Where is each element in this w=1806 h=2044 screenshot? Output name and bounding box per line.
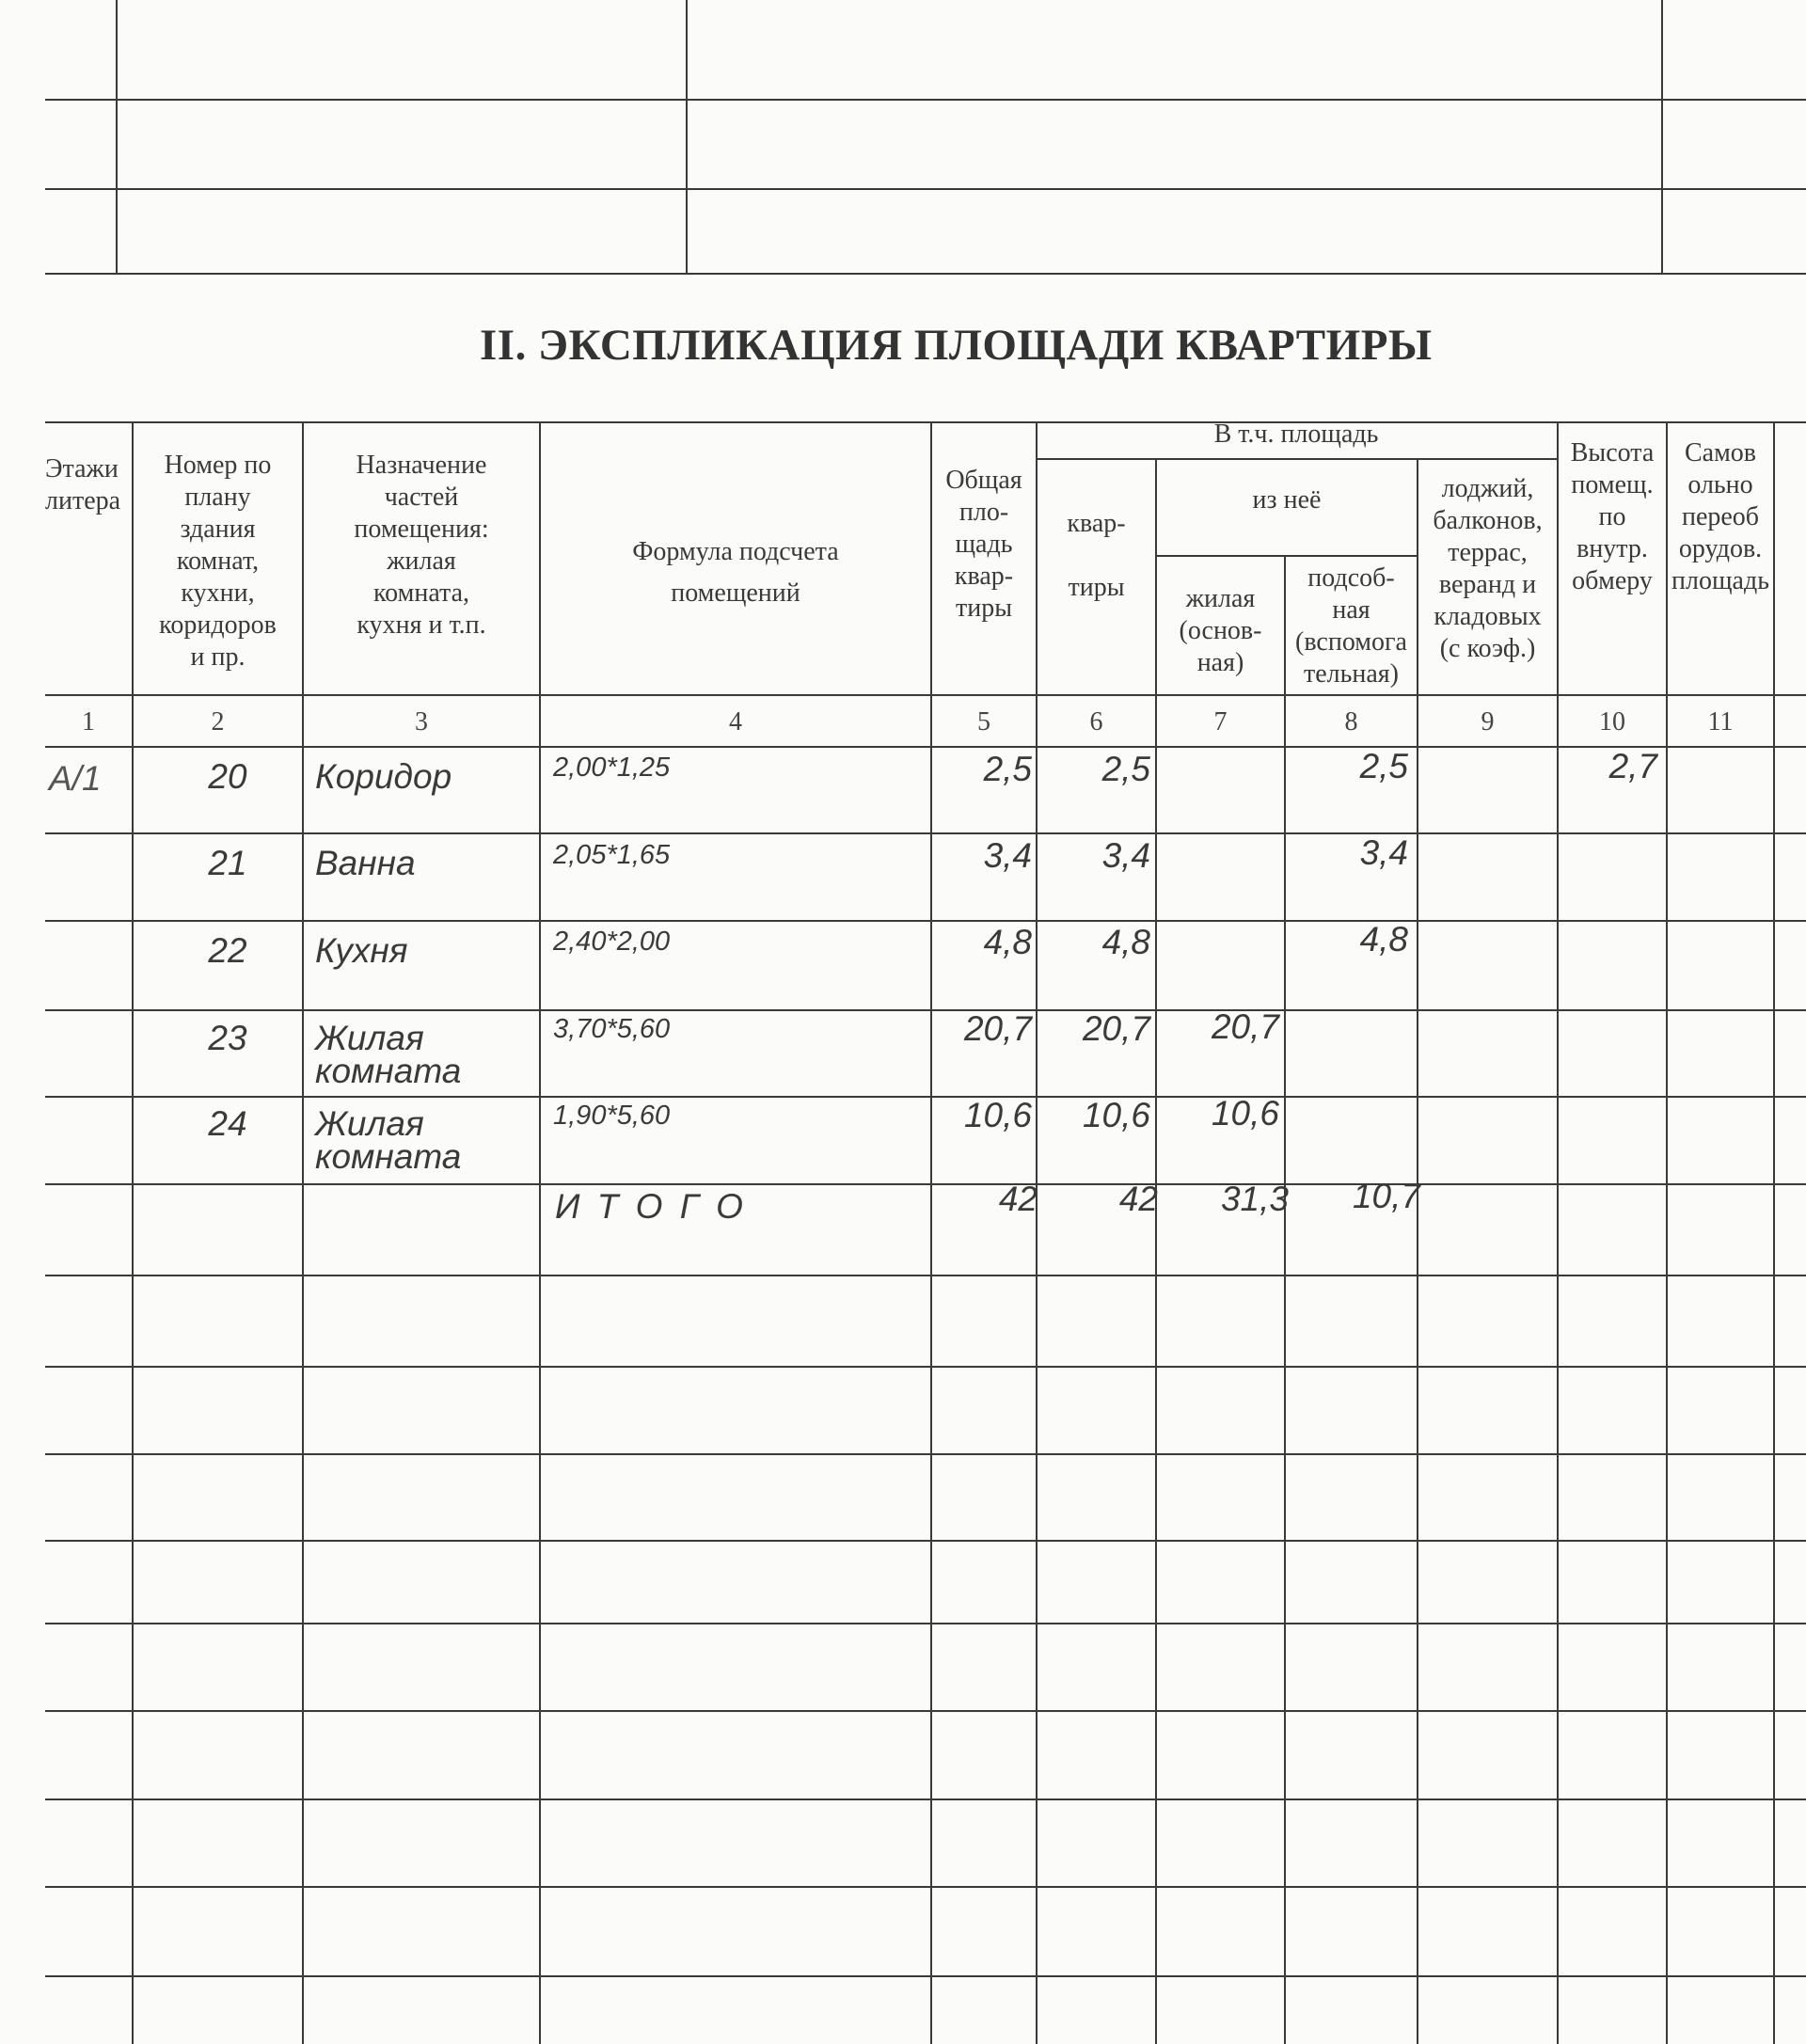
column-number: 6 xyxy=(1089,707,1103,737)
col-line xyxy=(1155,459,1157,2044)
header-group-area: В т.ч. площадь xyxy=(1213,420,1379,449)
formula-cell: 2,00*1,25 xyxy=(553,753,671,783)
formula-cell: 2,40*2,00 xyxy=(553,927,671,957)
height-cell: 2,7 xyxy=(1608,747,1657,785)
row-line xyxy=(45,1453,1806,1455)
row-line xyxy=(45,1975,1806,1977)
column-number: 2 xyxy=(211,707,225,737)
number-cell: 20 xyxy=(208,757,247,796)
floor-cell: А/1 xyxy=(49,759,102,798)
subgroup-header-line xyxy=(1155,555,1417,557)
row-line xyxy=(45,1798,1806,1800)
totals-living-area: 31,3 xyxy=(1220,1180,1289,1218)
top-row-line xyxy=(45,273,1806,275)
col-line xyxy=(302,423,304,2044)
header-purpose: Назначение частей помещения: жилая комната, кухня и т.п. xyxy=(354,451,489,640)
col-line xyxy=(1666,421,1668,2044)
purpose-cell: Коридор xyxy=(315,757,452,796)
header-bottom-line xyxy=(45,694,1806,696)
row-line xyxy=(45,920,1806,922)
top-col-line xyxy=(116,0,118,273)
formula-cell: 1,90*5,60 xyxy=(553,1101,671,1131)
purpose-cell: Жилая комната xyxy=(315,1019,462,1090)
column-number: 1 xyxy=(82,707,95,737)
row-line xyxy=(45,1096,1806,1098)
totals-apartment-area: 42 xyxy=(1118,1180,1158,1218)
header-floor-letter: Этажи литера xyxy=(45,454,121,515)
totals-total-area: 42 xyxy=(998,1180,1038,1218)
row-line xyxy=(45,832,1806,834)
row-line xyxy=(45,1710,1806,1712)
totals-label: И Т О Г О xyxy=(555,1187,747,1226)
col-line xyxy=(1417,459,1418,2044)
row-line xyxy=(45,1183,1806,1185)
totals-auxiliary-area: 10,7 xyxy=(1352,1177,1420,1215)
auxiliary-area-cell: 4,8 xyxy=(1359,920,1408,959)
number-cell: 22 xyxy=(208,931,247,970)
top-col-line xyxy=(686,0,688,273)
row-line xyxy=(45,1886,1806,1888)
column-number: 8 xyxy=(1344,707,1358,737)
col-line xyxy=(539,423,541,2044)
total-area-cell: 20,7 xyxy=(963,1009,1032,1048)
top-row-line xyxy=(45,99,1806,101)
column-number: 5 xyxy=(977,707,990,737)
header-living: жилая (основ- ная) xyxy=(1179,584,1262,677)
row-line xyxy=(45,1275,1806,1276)
header-loggias: лоджий, балконов, террас, веранд и кладовых (с коэф.) xyxy=(1433,474,1543,663)
total-area-cell: 4,8 xyxy=(983,923,1032,961)
row-line xyxy=(45,1540,1806,1542)
column-number: 7 xyxy=(1213,707,1228,737)
header-apartment: квар- тиры xyxy=(1067,509,1126,602)
col-line xyxy=(1773,421,1775,2044)
top-row-line xyxy=(45,188,1806,190)
number-cell: 21 xyxy=(208,844,247,882)
header-plan-number: Номер по плану здания комнат, кухни, коридоров и пр. xyxy=(159,451,277,672)
living-area-cell: 10,6 xyxy=(1211,1094,1279,1133)
header-height: Высота помещ. по внутр. обмеру xyxy=(1570,438,1655,595)
total-area-cell: 10,6 xyxy=(963,1096,1032,1134)
total-area-cell: 2,5 xyxy=(983,750,1032,788)
formula-cell: 3,70*5,60 xyxy=(553,1014,671,1044)
row-line xyxy=(45,1366,1806,1368)
col-line xyxy=(1557,421,1559,2044)
total-area-cell: 3,4 xyxy=(983,836,1032,875)
purpose-cell: Ванна xyxy=(315,844,416,882)
top-col-line xyxy=(1661,0,1663,273)
number-cell: 24 xyxy=(208,1104,247,1143)
row-line xyxy=(45,1623,1806,1624)
column-number: 11 xyxy=(1707,707,1734,737)
col-line xyxy=(1036,423,1038,2044)
auxiliary-area-cell: 2,5 xyxy=(1359,747,1408,785)
col-line xyxy=(930,423,932,2044)
row-line xyxy=(45,1009,1806,1011)
number-cell: 23 xyxy=(208,1019,247,1057)
apartment-area-cell: 3,4 xyxy=(1101,836,1150,875)
apartment-area-cell: 2,5 xyxy=(1101,750,1150,788)
apartment-area-cell: 4,8 xyxy=(1101,923,1150,961)
page-title: II. ЭКСПЛИКАЦИЯ ПЛОЩАДИ КВАРТИРЫ xyxy=(480,321,1433,370)
living-area-cell: 20,7 xyxy=(1211,1007,1279,1046)
apartment-area-cell: 20,7 xyxy=(1082,1009,1150,1048)
header-total-area: Общая пло- щадь квар- тиры xyxy=(945,466,1022,623)
purpose-cell: Жилая комната xyxy=(315,1104,462,1176)
purpose-cell: Кухня xyxy=(315,931,408,970)
formula-cell: 2,05*1,65 xyxy=(553,840,671,870)
header-of-which: из неё xyxy=(1252,485,1322,515)
group-header-line xyxy=(1036,458,1557,460)
header-formula: Формула подсчета помещений xyxy=(632,537,839,608)
column-number: 4 xyxy=(729,707,742,737)
header-auxiliary: подсоб- ная (вспомога тельная) xyxy=(1295,563,1407,689)
apartment-area-cell: 10,6 xyxy=(1082,1096,1150,1134)
header-self-converted: Самов ольно переоб орудов. площадь xyxy=(1671,438,1769,595)
auxiliary-area-cell: 3,4 xyxy=(1359,833,1408,872)
column-number: 9 xyxy=(1481,707,1495,737)
column-number: 10 xyxy=(1599,707,1625,737)
colnum-bottom-line xyxy=(45,746,1806,748)
column-number: 3 xyxy=(415,707,428,737)
